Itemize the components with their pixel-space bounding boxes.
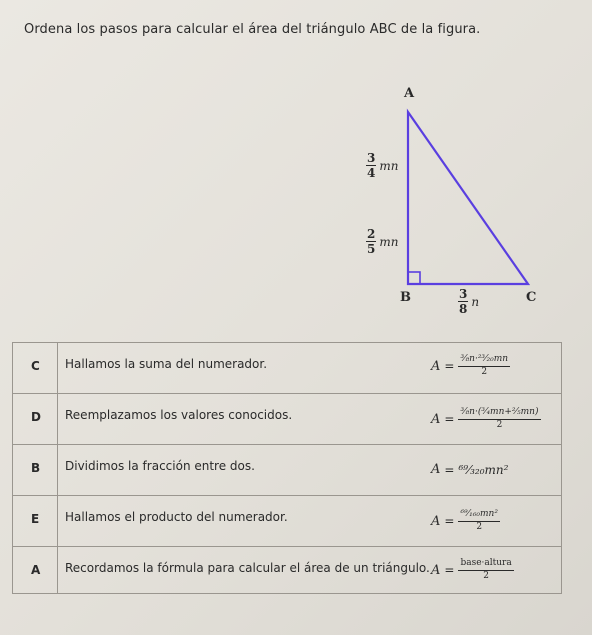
upper-segment-num: 3 — [367, 151, 376, 165]
formula-numerator: base·altura — [458, 559, 513, 571]
formula-lhs: A — [431, 358, 441, 374]
formula-numerator: ³⁄₈n·(³⁄₄mn+²⁄₅mn) — [458, 408, 540, 420]
formula-value: ⁶⁹⁄₃₂₀mn² — [458, 462, 509, 477]
step-description: Reemplazamos los valores conocidos. — [65, 408, 293, 422]
triangle-abc — [408, 112, 528, 284]
right-angle-marker — [408, 272, 420, 284]
step-description: Hallamos el producto del numerador. — [65, 510, 288, 524]
base-label — [458, 288, 479, 315]
formula-lhs: A — [431, 462, 441, 477]
formula-denominator: 2 — [481, 366, 488, 377]
vertex-a-label: A — [404, 86, 415, 101]
step-description: Recordamos la fórmula para calcular el área de un triángulo. — [65, 561, 430, 575]
formula-equals: = — [444, 359, 455, 374]
step-row[interactable] — [12, 394, 562, 445]
upper-segment-den: 4 — [367, 166, 376, 180]
formula-lhs: A — [431, 562, 441, 578]
column-divider — [57, 547, 58, 593]
base-var: n — [471, 294, 480, 309]
formula-lhs: A — [431, 411, 441, 427]
column-divider — [57, 343, 58, 393]
step-letter: A — [31, 563, 41, 577]
instruction-text: Ordena los pasos para calcular el área del triángulo ABC de la figura. — [24, 22, 481, 37]
triangle-figure — [350, 80, 550, 320]
base-den: 8 — [459, 302, 468, 316]
formula-equals: = — [444, 412, 455, 427]
lower-segment-var: mn — [379, 234, 399, 249]
step-formula — [431, 408, 541, 431]
column-divider — [57, 445, 58, 495]
base-num: 3 — [459, 287, 468, 301]
lower-segment-den: 5 — [367, 242, 376, 256]
formula-equals: = — [444, 563, 455, 578]
step-row[interactable] — [12, 445, 562, 496]
lower-segment-num: 2 — [367, 227, 376, 241]
vertex-b-label: B — [400, 290, 411, 305]
formula-equals: = — [444, 462, 455, 477]
upper-segment-var: mn — [379, 158, 399, 173]
column-divider — [57, 394, 58, 444]
formula-denominator: 2 — [496, 419, 503, 430]
formula-lhs: A — [431, 513, 441, 529]
step-description: Dividimos la fracción entre dos. — [65, 459, 255, 473]
formula-equals: = — [444, 514, 455, 529]
formula-denominator: 2 — [476, 521, 483, 532]
steps-table — [12, 342, 562, 594]
formula-denominator: 2 — [483, 570, 489, 581]
step-letter: E — [31, 512, 40, 526]
triangle-drawing — [350, 80, 550, 320]
step-row[interactable] — [12, 496, 562, 547]
step-letter: C — [31, 359, 40, 373]
formula-numerator: ⁶⁹⁄₁₆₀mn² — [458, 510, 499, 522]
upper-segment-label — [366, 152, 398, 179]
lower-segment-label — [366, 228, 398, 255]
step-description: Hallamos la suma del numerador. — [65, 357, 268, 371]
formula-numerator: ³⁄₈n·²³⁄₂₀mn — [458, 355, 510, 367]
step-formula — [431, 510, 500, 533]
vertex-c-label: C — [526, 290, 537, 305]
step-row[interactable] — [12, 343, 562, 394]
step-letter: D — [31, 410, 41, 424]
step-formula — [431, 355, 510, 378]
step-formula — [431, 559, 514, 582]
step-formula — [431, 462, 508, 477]
step-row[interactable] — [12, 547, 562, 594]
step-letter: B — [31, 461, 41, 475]
column-divider — [57, 496, 58, 546]
